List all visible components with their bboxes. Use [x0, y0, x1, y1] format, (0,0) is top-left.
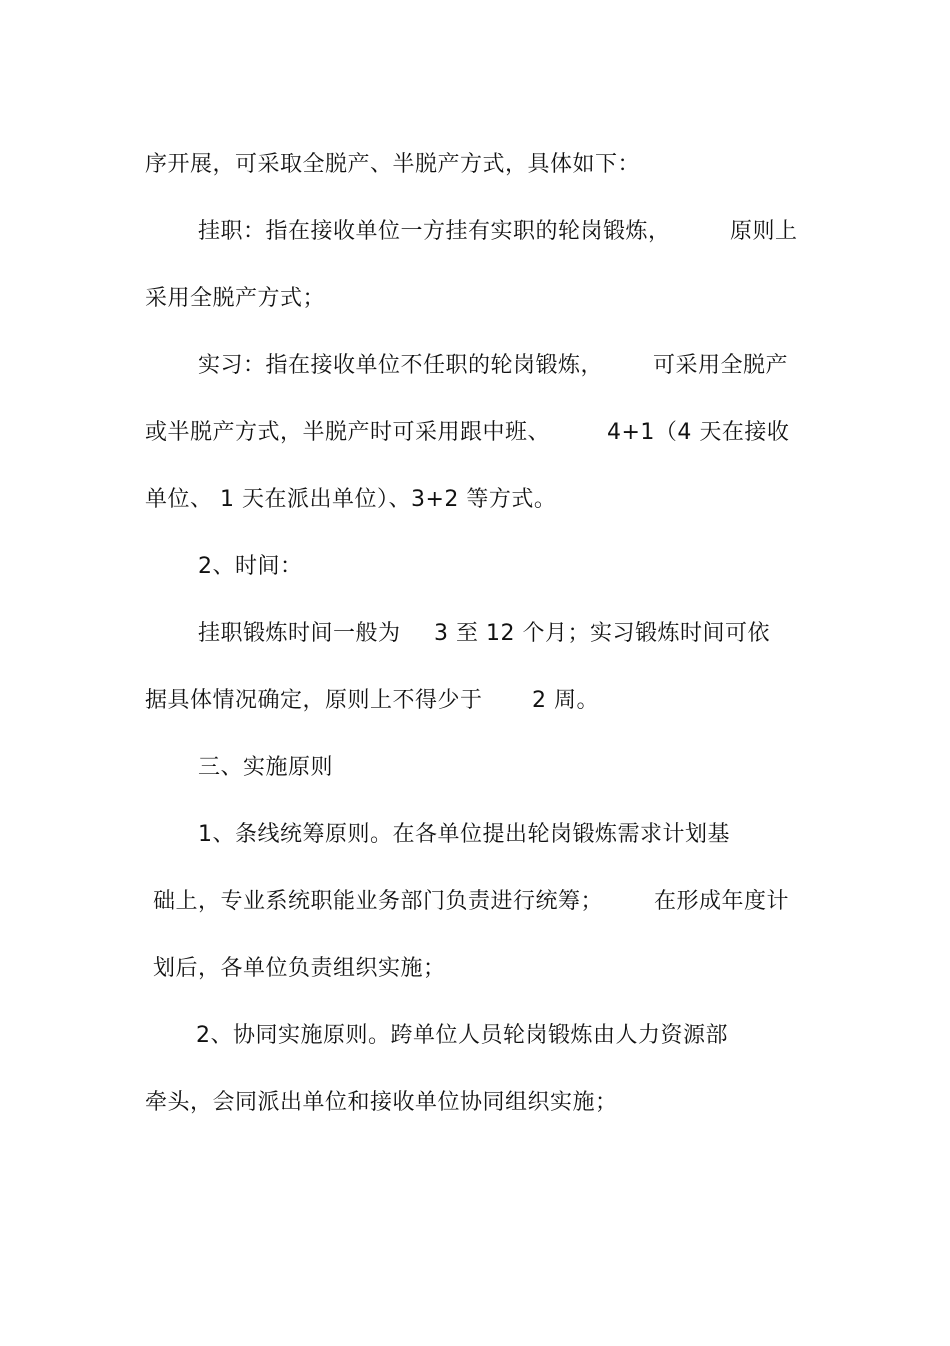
text-line — [196, 1021, 728, 1051]
text-line — [145, 418, 790, 448]
line-text: 采用全脱产方式； — [145, 286, 326, 311]
text-line — [198, 753, 333, 783]
section-heading: 三、实施原则 — [198, 755, 334, 780]
text-line — [145, 150, 640, 180]
line-text: 挂职：指在接收单位一方挂有实职的轮岗锻炼， — [198, 219, 671, 244]
line-text: 在形成年度计 — [654, 889, 790, 914]
line-text: 础上，专业系统职能业务部门负责进行统筹； — [153, 889, 604, 914]
line-text: 原则上 — [730, 219, 798, 244]
line-text: 2、时间： — [198, 554, 303, 579]
text-line — [145, 485, 556, 515]
line-text: 可采用全脱产 — [653, 353, 789, 378]
text-line — [198, 351, 789, 381]
text-line — [153, 954, 446, 984]
text-line — [145, 1088, 618, 1118]
line-text: 4+1（4 天在接收 — [607, 420, 790, 445]
text-line — [145, 686, 599, 716]
text-line — [153, 887, 790, 917]
line-text: 序开展，可采取全脱产、半脱产方式，具体如下： — [145, 152, 641, 177]
text-line — [198, 820, 730, 850]
line-text: 或半脱产方式，半脱产时可采用跟中班、 — [145, 420, 551, 445]
text-line — [198, 619, 770, 649]
line-text: 据具体情况确定，原则上不得少于 — [145, 688, 483, 713]
text-line — [198, 552, 303, 582]
line-text: 实习：指在接收单位不任职的轮岗锻炼， — [198, 353, 604, 378]
line-text: 划后，各单位负责组织实施； — [153, 956, 446, 981]
line-text: 2、协同实施原则。跨单位人员轮岗锻炼由人力资源部 — [196, 1023, 728, 1048]
line-text: 单位、 1 天在派出单位）、3+2 等方式。 — [145, 487, 557, 512]
text-line — [145, 284, 325, 314]
line-text: 1、条线统筹原则。在各单位提出轮岗锻炼需求计划基 — [198, 822, 730, 847]
line-text: 2 周。 — [532, 688, 599, 713]
line-text: 3 至 12 个月；实习锻炼时间可依 — [434, 621, 770, 646]
text-line — [198, 217, 798, 247]
line-text: 挂职锻炼时间一般为 — [198, 621, 401, 646]
line-text: 牵头，会同派出单位和接收单位协同组织实施； — [145, 1090, 618, 1115]
